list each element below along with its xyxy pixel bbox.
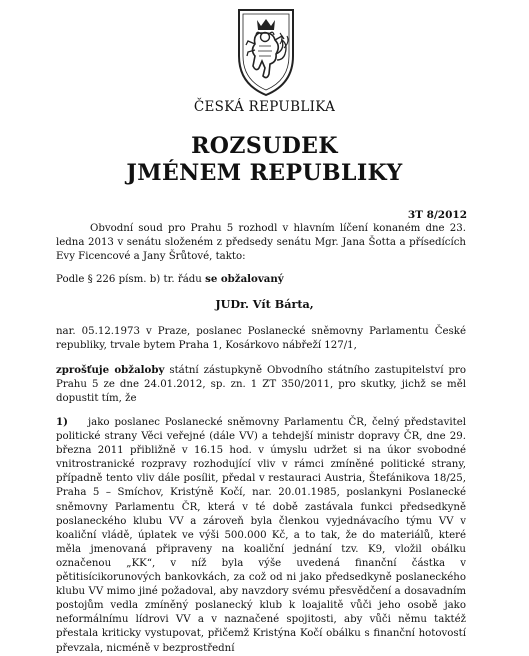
- legal-basis-paragraph: [56, 272, 466, 287]
- acquittal-text: státní zástupkyně Obvodního státního zastupitelství pro Prahu 5 ze dne 24.01.2012, sp. zn. 1 ZT 350/2011, pro skutky, jichž se měl dopustit tím, že: [56, 365, 466, 405]
- count-number: 1): [56, 416, 68, 428]
- acquittal-paragraph: [56, 363, 466, 407]
- legal-basis-bold: se obžalovaný: [205, 273, 284, 285]
- document-subtitle: JMÉNEM REPUBLIKY: [126, 160, 403, 186]
- czech-lion-coat-of-arms-icon: [235, 6, 297, 98]
- country-name: ČESKÁ REPUBLIKA: [193, 99, 336, 115]
- case-number: 3T 8/2012: [407, 209, 467, 221]
- defendant-name: JUDr. Vít Bárta,: [215, 297, 314, 311]
- count-text: jako poslanec Poslanecké sněmovny Parlamentu ČR, čelný představitel politické strany Věci veřejné (dále VV) a tehdejší ministr dopravy ČR, dne 29. března 2011 přibližně v 16.15 hod. v úmyslu udržet si na úkor svobodné vnitrostranické rozpravy rozhodující vliv v rámci zmíněné politické strany, případně tento vliv dále posílit, předal v restauraci Austria, Štefánikova 18/25, Praha 5 – Smíchov, Kristýně Kočí, nar. 20.01.1985, poslankyni Poslanecké sněmovny Parlamentu ČR, která v té době zastávala funkci předsedkyně poslaneckého klubu VV a zároveň byla členkou vyjednávacího týmu VV v koaliční vládě, úplatek ve výši 500.000 Kč, a to tak, že do materiálů, které měla jmenovaná připraveny na koaliční jednání tzv. K9, vložil obálku označenou „KK“, v níž byla výše uvedená finanční částka v pětitisícikorunových bankovkách, za což od ni jako předsedkyně poslaneckého klubu VV mimo jiné požadoval, aby navzdory svému přesvědčení a dosavadním postojům vedla zmíněný poslanecký klub k loajalitě vůči jeho osobě jako neformálnímu lídrovi VV a v naznačené spojitosti, aby vůči němu taktéž přestala kriticky vystupovat, přičemž Kristýna Kočí obálku s finanční hotovostí převzala, nicméně v bezprostřední: [56, 417, 466, 654]
- acquittal-bold: zprošťuje obžaloby: [56, 364, 165, 376]
- legal-basis-text: Podle § 226 písm. b) tr. řádu: [56, 274, 206, 285]
- document-title: ROZSUDEK: [191, 133, 338, 159]
- count-1-paragraph: [56, 415, 466, 656]
- court-intro-paragraph: Obvodní soud pro Prahu 5 rozhodl v hlavním líčení konaném dne 23. ledna 2013 v senátu složeném z předsedy senátu Mgr. Jana Šotta a přísedících Evy Ficencové a Jany Šrůtové, takto:: [56, 223, 466, 263]
- defendant-details: nar. 05.12.1973 v Praze, poslanec Poslanecké sněmovny Parlamentu České republiky, trvale bytem Praha 1, Kosárkovo nábřeží 127/1,: [56, 326, 466, 352]
